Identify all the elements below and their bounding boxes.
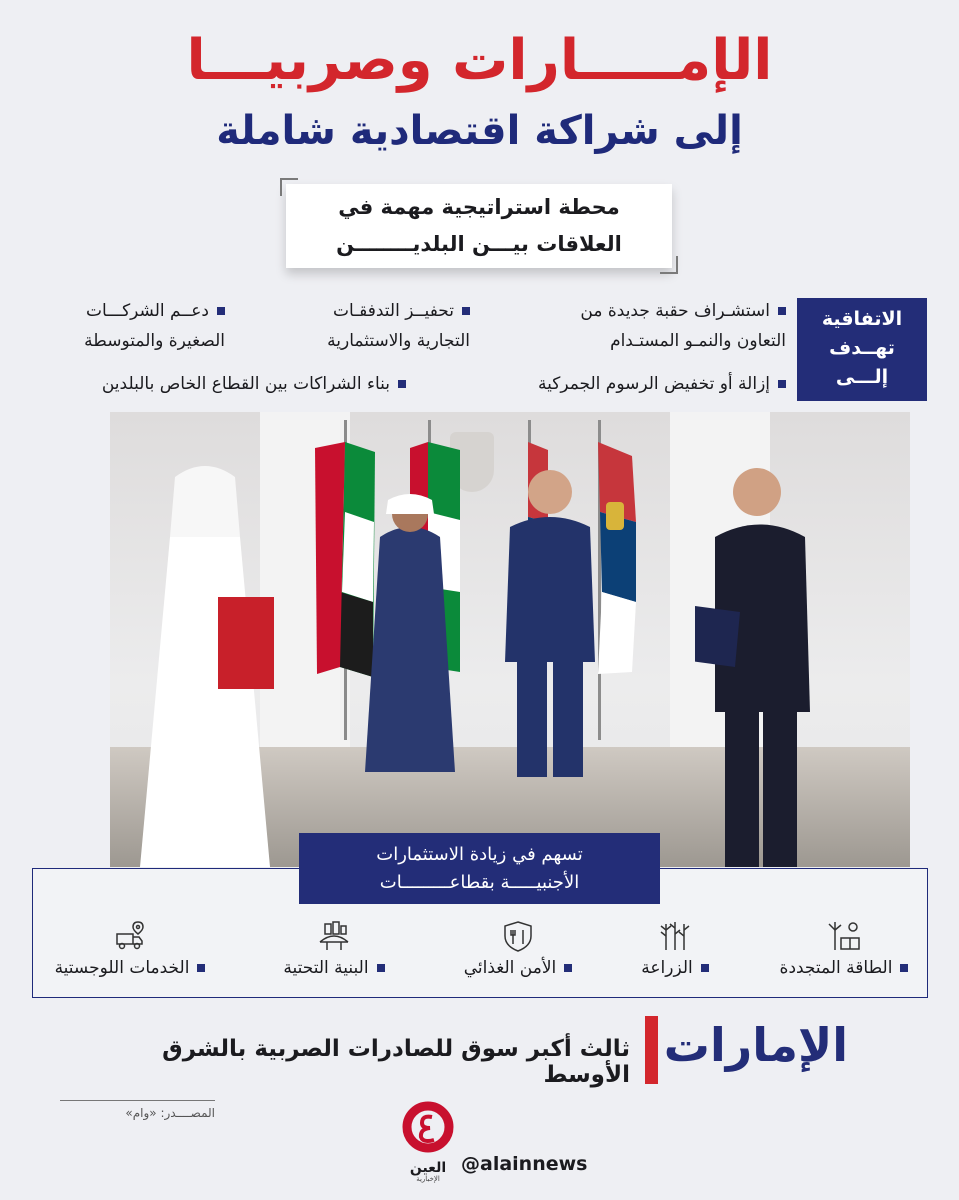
person-center-navy-robe <box>360 492 460 782</box>
sector-renewable-energy <box>768 920 920 978</box>
goal-text: استشـراف حقبة جديدة من <box>580 301 770 321</box>
social-handle[interactable]: @alainnews <box>461 1153 588 1175</box>
infrastructure-icon <box>317 920 351 952</box>
sectors-label <box>299 833 660 904</box>
corner-decoration <box>660 256 678 274</box>
brand-name: العين <box>409 1160 447 1176</box>
goals-label-line: الاتفاقية <box>821 308 903 330</box>
bullet-square <box>398 380 406 388</box>
alain-logo <box>398 1101 458 1183</box>
sector-label: الخدمات اللوجستية <box>54 958 190 978</box>
goal-item <box>40 296 225 356</box>
uae-statement: ثالث أكبر سوق للصادرات الصربية بالشرق الأوسط <box>162 1036 630 1088</box>
sectors-label-line: تسهم في زيادة الاستثمارات <box>376 844 583 865</box>
sector-food-security <box>448 920 588 978</box>
intro-line-1: محطة استراتيجية مهمة في <box>338 195 620 219</box>
food-security-icon <box>501 920 535 952</box>
person-right-suit <box>695 452 825 867</box>
agriculture-icon <box>658 920 692 952</box>
goal-item <box>282 296 470 356</box>
goal-text: تحفيــز التدفقـات <box>332 301 454 321</box>
alain-logo-mark-icon <box>398 1101 458 1157</box>
person-center-suit <box>495 462 605 787</box>
goals-label <box>797 298 927 401</box>
bullet-square <box>778 307 786 315</box>
intro-line-2: العلاقات بيـــن البلديــــــــن <box>336 232 622 256</box>
goals-label-line: إلـــى <box>835 366 889 388</box>
red-divider <box>645 1016 658 1084</box>
goal-item <box>520 296 786 356</box>
uae-heading: الإمارات <box>663 1018 848 1072</box>
renewable-energy-icon <box>827 920 861 952</box>
goals-label-line: تهــدف <box>829 337 895 359</box>
bullet-square <box>778 380 786 388</box>
sector-infrastructure <box>270 920 398 978</box>
sector-logistics <box>40 920 220 978</box>
bullet-square <box>377 964 385 972</box>
sector-label: الطاقة المتجددة <box>779 958 893 978</box>
sector-label: الأمن الغذائي <box>463 958 557 978</box>
sector-label: الزراعة <box>641 958 693 978</box>
goal-text: التعاون والنمـو المستـدام <box>610 331 786 351</box>
sector-label: البنية التحتية <box>283 958 369 978</box>
goal-item <box>40 369 406 399</box>
logistics-icon <box>113 920 147 952</box>
goal-text: بناء الشراكات بين القطاع الخاص بالبلدين <box>101 374 390 394</box>
goal-text: دعــم الشركـــات <box>85 301 209 321</box>
sectors-label-line: الأجنبيـــــة بقطاعـــــــــات <box>379 872 580 893</box>
goal-text: الصغيرة والمتوسطة <box>84 331 225 351</box>
brand-subtitle: الإخبارية <box>416 1175 440 1183</box>
subtitle: إلى شراكة اقتصادية شاملة <box>216 108 743 154</box>
goal-text: التجارية والاستثمارية <box>327 331 470 351</box>
bullet-square <box>564 964 572 972</box>
intro-box <box>286 184 672 268</box>
person-left-white-robe <box>130 457 280 867</box>
bullet-square <box>217 307 225 315</box>
signing-ceremony-photo <box>110 412 910 867</box>
bullet-square <box>701 964 709 972</box>
goal-text: إزالة أو تخفيض الرسوم الجمركية <box>537 374 770 394</box>
bullet-square <box>462 307 470 315</box>
bullet-square <box>197 964 205 972</box>
source-credit: المصــــدر: «وام» <box>125 1106 215 1120</box>
bullet-square <box>900 964 908 972</box>
source-divider <box>60 1100 215 1101</box>
sector-agriculture <box>630 920 720 978</box>
main-title: الإمـــــارات وصربيـــا <box>186 28 773 93</box>
goal-item <box>480 369 786 399</box>
corner-decoration <box>280 178 298 196</box>
